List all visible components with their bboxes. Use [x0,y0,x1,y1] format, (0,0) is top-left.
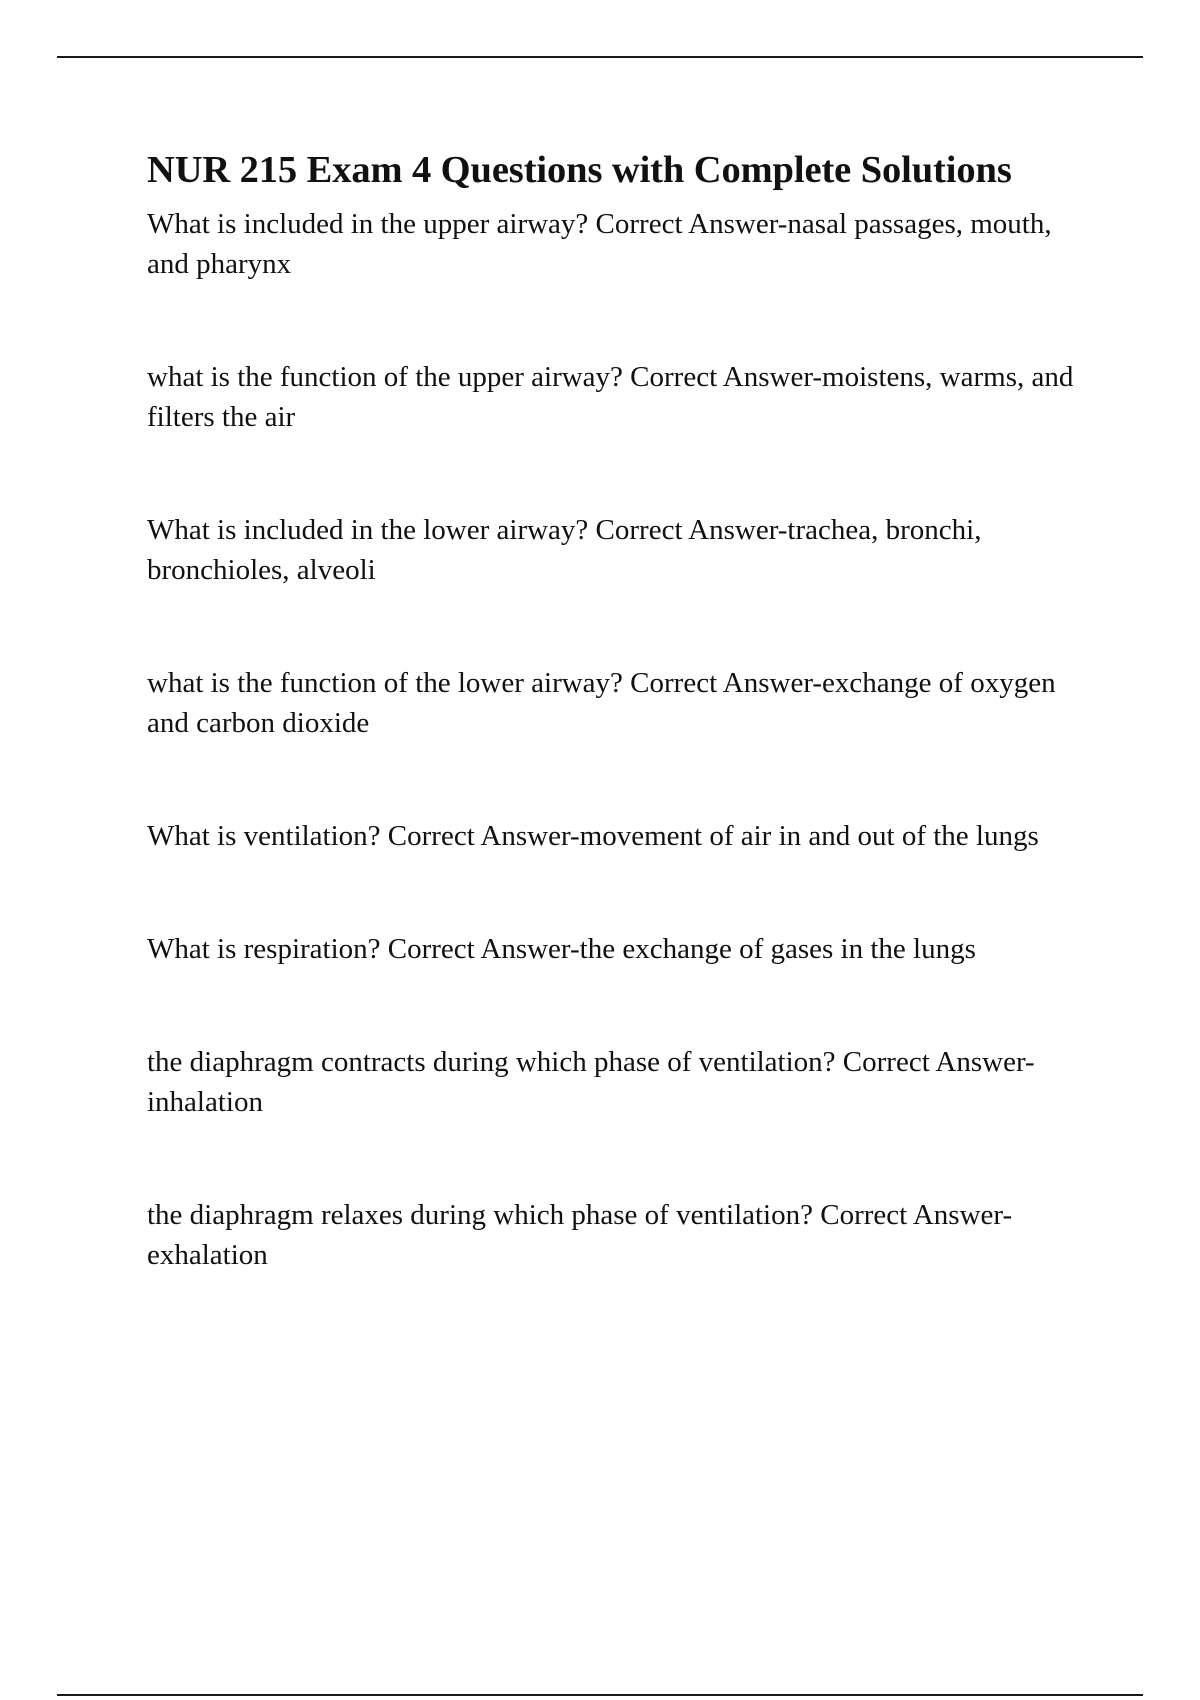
qa-list [147,204,1107,1275]
qa-item: the diaphragm contracts during which phase of ventilation? Correct Answer-inhalation [147,1046,1035,1118]
document-title: NUR 215 Exam 4 Questions with Complete Solutions [147,149,1012,191]
qa-item: the diaphragm relaxes during which phase of ventilation? Correct Answer-exhalation [147,1199,1013,1271]
document-body [147,140,1107,1275]
header-divider [57,56,1143,58]
qa-item: what is the function of the upper airway? Correct Answer-moistens, warms, and filters the air [147,361,1074,433]
qa-item: What is ventilation? Correct Answer-movement of air in and out of the lungs [147,820,1039,852]
footer-divider [57,1694,1143,1696]
qa-item: what is the function of the lower airway? Correct Answer-exchange of oxygen and carbon dioxide [147,667,1056,739]
qa-item: What is included in the lower airway? Correct Answer-trachea, bronchi, bronchioles, alveoli [147,514,982,586]
qa-item: What is respiration? Correct Answer-the exchange of gases in the lungs [147,933,976,965]
qa-item: What is included in the upper airway? Correct Answer-nasal passages, mouth, and pharynx [147,208,1052,280]
